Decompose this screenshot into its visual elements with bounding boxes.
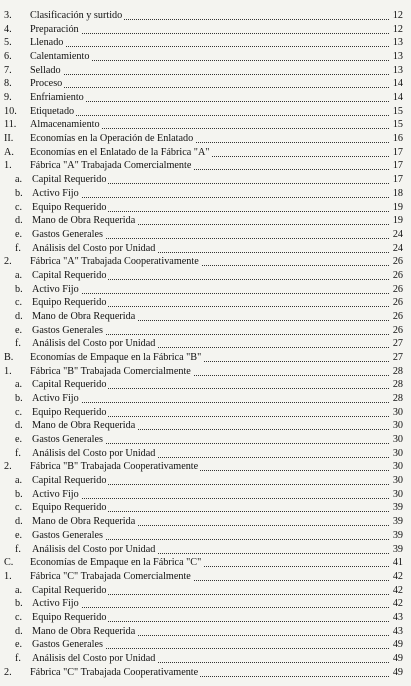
- toc-entry-number: f.: [15, 338, 21, 350]
- toc-entry-title: Capital Requerido: [32, 584, 107, 596]
- toc-entry-number: a.: [15, 269, 23, 281]
- toc-entry-page: 15: [392, 105, 403, 117]
- toc-entry-title: Fábrica "B" Trabajada Comercialmente: [30, 365, 191, 377]
- toc-entry-title: Mano de Obra Requerida: [32, 310, 136, 322]
- toc-entry-title: Fábrica "B" Trabajada Cooperativamente: [30, 461, 199, 473]
- toc-entry-title: Fábrica "C" Trabajada Comercialmente: [30, 570, 191, 582]
- toc-entry-title: Economías de Empaque en la Fábrica "C": [30, 557, 202, 569]
- toc-entry-number: a.: [15, 475, 23, 487]
- toc-entry-title: Mano de Obra Requerida: [32, 625, 136, 637]
- toc-entry-number: c.: [15, 297, 23, 309]
- toc-entry-number: C.: [4, 557, 14, 569]
- toc-entry-number: d.: [15, 625, 23, 637]
- toc-entry-number: 4.: [4, 23, 12, 35]
- toc-entry-number: 1.: [4, 160, 12, 172]
- toc-entry-title: Enfriamiento: [30, 92, 84, 104]
- toc-entry-number: e.: [15, 324, 23, 336]
- toc-entry-title: Gastos Generales: [32, 228, 104, 240]
- dot-leader: [32, 280, 389, 294]
- toc-entry-page: 30: [392, 488, 403, 500]
- toc-entry-page: 27: [392, 338, 403, 350]
- toc-entry: [0, 666, 411, 679]
- toc-entry-page: 39: [392, 529, 403, 541]
- toc-entry-number: e.: [15, 529, 23, 541]
- toc-entry-page: 28: [392, 365, 403, 377]
- toc-entry-number: 2.: [4, 666, 12, 678]
- toc-entry-page: 42: [392, 570, 403, 582]
- toc-entry-number: 8.: [4, 78, 12, 90]
- toc-entry-page: 28: [392, 379, 403, 391]
- toc-entry-number: b.: [15, 283, 23, 295]
- toc-entry-page: 14: [392, 92, 403, 104]
- toc-entry-number: 1.: [4, 570, 12, 582]
- toc-entry-page: 17: [392, 174, 403, 186]
- toc-entry-title: Equipo Requerido: [32, 611, 107, 623]
- toc-entry-number: 7.: [4, 64, 12, 76]
- toc-entry-page: 39: [392, 543, 403, 555]
- toc-entry-page: 18: [392, 187, 403, 199]
- toc-entry-title: Gastos Generales: [32, 324, 104, 336]
- toc-entry-page: 30: [392, 434, 403, 446]
- toc-entry-number: II.: [4, 133, 14, 145]
- toc-entry-title: Fábrica "A" Trabajada Cooperativamente: [30, 256, 199, 268]
- toc-entry-number: d.: [15, 215, 23, 227]
- toc-entry-page: 24: [392, 242, 403, 254]
- dot-leader: [30, 33, 389, 47]
- toc-entry-page: 42: [392, 598, 403, 610]
- toc-entry-number: a.: [15, 379, 23, 391]
- toc-entry-title: Preparación: [30, 23, 79, 35]
- toc-entry-page: 14: [392, 78, 403, 90]
- toc-entry-page: 28: [392, 393, 403, 405]
- toc-entry-title: Activo Fijo: [32, 393, 79, 405]
- toc-entry-number: A.: [4, 146, 14, 158]
- toc-entry-number: b.: [15, 187, 23, 199]
- toc-entry-number: e.: [15, 639, 23, 651]
- toc-entry-page: 49: [392, 639, 403, 651]
- toc-entry-page: 39: [392, 502, 403, 514]
- dot-leader: [32, 485, 389, 499]
- toc-entry-title: Mano de Obra Requerida: [32, 516, 136, 528]
- toc-entry-title: Calentamiento: [30, 51, 90, 63]
- toc-entry-title: Activo Fijo: [32, 598, 79, 610]
- toc-entry-page: 26: [392, 324, 403, 336]
- toc-entry-number: 10.: [4, 105, 17, 117]
- toc-entry-page: 13: [392, 64, 403, 76]
- toc-entry-title: Análisis del Costo por Unidad: [32, 447, 156, 459]
- toc-entry-title: Mano de Obra Requerida: [32, 420, 136, 432]
- toc-entry-page: 19: [392, 201, 403, 213]
- toc-entry-page: 26: [392, 283, 403, 295]
- toc-entry-number: b.: [15, 393, 23, 405]
- toc-entry-page: 26: [392, 256, 403, 268]
- toc-entry-page: 30: [392, 420, 403, 432]
- toc-entry-number: b.: [15, 488, 23, 500]
- toc-entry-number: f.: [15, 543, 21, 555]
- dot-leader: [30, 20, 389, 34]
- toc-entry-title: Gastos Generales: [32, 529, 104, 541]
- toc-entry-number: 11.: [4, 119, 17, 131]
- toc-entry-page: 26: [392, 310, 403, 322]
- toc-entry-title: Proceso: [30, 78, 63, 90]
- toc-entry-title: Gastos Generales: [32, 434, 104, 446]
- toc-entry-page: 15: [392, 119, 403, 131]
- toc-entry-page: 26: [392, 269, 403, 281]
- dot-leader: [32, 184, 389, 198]
- toc-entry-page: 26: [392, 297, 403, 309]
- toc-entry-number: a.: [15, 584, 23, 596]
- toc-entry-title: Capital Requerido: [32, 269, 107, 281]
- toc-entry-title: Capital Requerido: [32, 475, 107, 487]
- toc-entry-page: 17: [392, 160, 403, 172]
- toc-entry-number: c.: [15, 611, 23, 623]
- toc-entry-title: Fábrica "C" Trabajada Cooperativamente: [30, 666, 199, 678]
- toc-entry-number: 9.: [4, 92, 12, 104]
- toc-entry-page: 39: [392, 516, 403, 528]
- toc-entry-page: 42: [392, 584, 403, 596]
- toc-entry-title: Fábrica "A" Trabajada Comercialmente: [30, 160, 192, 172]
- toc-entry-page: 49: [392, 666, 403, 678]
- toc-entry-number: f.: [15, 242, 21, 254]
- toc-entry-page: 49: [392, 652, 403, 664]
- toc-entry-title: Equipo Requerido: [32, 406, 107, 418]
- toc-entry-number: e.: [15, 228, 23, 240]
- toc-entry-title: Etiquetado: [30, 105, 75, 117]
- toc-entry-title: Capital Requerido: [32, 379, 107, 391]
- toc-entry-number: 1.: [4, 365, 12, 377]
- toc-entry-number: c.: [15, 201, 23, 213]
- toc-entry-title: Capital Requerido: [32, 174, 107, 186]
- toc-entry-title: Activo Fijo: [32, 283, 79, 295]
- toc-entry-page: 30: [392, 475, 403, 487]
- toc-entry-title: Economías en el Enlatado de la Fábrica "A": [30, 146, 210, 158]
- dot-leader: [30, 74, 389, 88]
- toc-entry-page: 13: [392, 37, 403, 49]
- toc-entry-title: Llenado: [30, 37, 64, 49]
- toc-entry-page: 12: [392, 10, 403, 21]
- toc-entry-number: e.: [15, 434, 23, 446]
- toc-entry-number: c.: [15, 502, 23, 514]
- toc-entry-number: d.: [15, 420, 23, 432]
- toc-entry-page: 30: [392, 406, 403, 418]
- dot-leader: [30, 61, 389, 75]
- toc-entry-number: 2.: [4, 256, 12, 268]
- toc-entry-title: Economías en la Operación de Enlatado: [30, 133, 194, 145]
- toc-entry-page: 16: [392, 133, 403, 145]
- toc-entry-title: Economías de Empaque en la Fábrica "B": [30, 352, 202, 363]
- toc-entry-page: 24: [392, 228, 403, 240]
- toc-entry-title: Equipo Requerido: [32, 201, 107, 213]
- toc-entry-title: Análisis del Costo por Unidad: [32, 652, 156, 664]
- toc-entry-number: B.: [4, 352, 14, 363]
- toc-entry-title: Análisis del Costo por Unidad: [32, 242, 156, 254]
- toc-entry-number: 2.: [4, 461, 12, 473]
- toc-entry-number: a.: [15, 174, 23, 186]
- toc-entry-number: f.: [15, 652, 21, 664]
- toc-entry-page: 27: [392, 352, 403, 363]
- toc-entry-number: 6.: [4, 51, 12, 63]
- dot-leader: [32, 594, 389, 608]
- toc-entry-title: Equipo Requerido: [32, 297, 107, 309]
- toc-entry-title: Análisis del Costo por Unidad: [32, 338, 156, 350]
- toc-entry-page: 17: [392, 146, 403, 158]
- toc-entry-page: 12: [392, 23, 403, 35]
- toc-entry-page: 41: [392, 557, 403, 569]
- toc-entry-page: 30: [392, 461, 403, 473]
- toc-entry-page: 43: [392, 625, 403, 637]
- toc-entry-page: 19: [392, 215, 403, 227]
- toc-entry-title: Sellado: [30, 64, 61, 76]
- toc-entry-title: Activo Fijo: [32, 488, 79, 500]
- toc-entry-page: 43: [392, 611, 403, 623]
- toc-entry-number: 5.: [4, 37, 12, 49]
- toc-entry-page: 30: [392, 447, 403, 459]
- toc-entry-number: b.: [15, 598, 23, 610]
- toc-entry-page: 13: [392, 51, 403, 63]
- toc-entry-title: Activo Fijo: [32, 187, 79, 199]
- toc-entry-title: Almacenamiento: [30, 119, 100, 131]
- toc-entry-number: f.: [15, 447, 21, 459]
- toc-entry-title: Gastos Generales: [32, 639, 104, 651]
- toc-entry-number: c.: [15, 406, 23, 418]
- toc-entry-title: Clasificación y surtido: [30, 10, 123, 21]
- dot-leader: [30, 102, 389, 116]
- toc-entry-number: d.: [15, 516, 23, 528]
- toc-entry-title: Análisis del Costo por Unidad: [32, 543, 156, 555]
- dot-leader: [32, 389, 389, 403]
- toc-entry-title: Equipo Requerido: [32, 502, 107, 514]
- toc-entry-number: d.: [15, 310, 23, 322]
- toc-entry-title: Mano de Obra Requerida: [32, 215, 136, 227]
- toc-entry-number: 3.: [4, 10, 12, 21]
